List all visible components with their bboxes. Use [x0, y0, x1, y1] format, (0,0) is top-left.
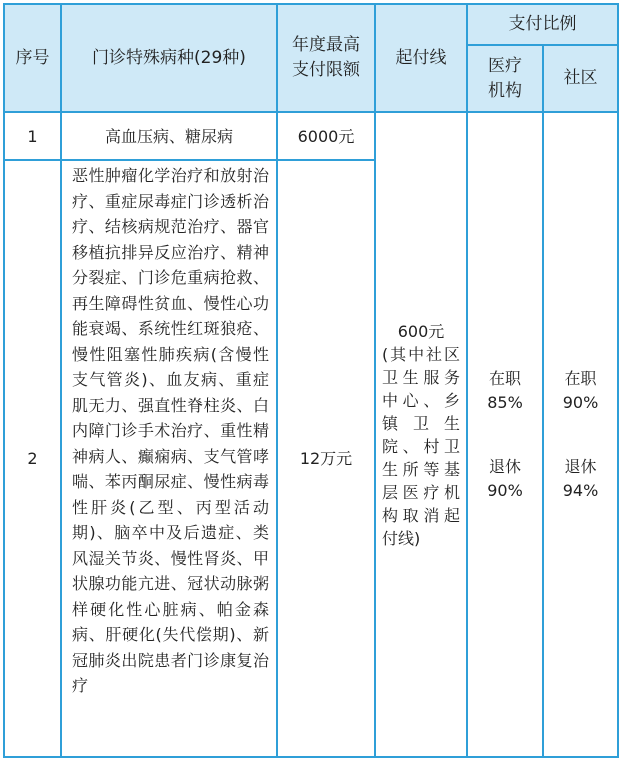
ratio-medical-employed: 在职 [488, 368, 521, 388]
threshold-amount: 600元 [397, 321, 445, 341]
header-ratio-community: 社区 [543, 45, 618, 112]
threshold-note: (其中社区卫生服务中心、乡镇卫生院、村卫生所等基层医疗机构取消起付线) [382, 344, 460, 548]
threshold-cell [375, 112, 467, 757]
row-disease: 高血压病、糖尿病 [61, 112, 277, 160]
ratio-community-employed-value: 90% [562, 392, 599, 412]
ratio-community-retired: 退休 [564, 456, 597, 476]
special-disease-table [3, 3, 619, 758]
ratio-community-retired-value: 94% [562, 480, 599, 500]
ratio-medical-retired: 退休 [488, 456, 521, 476]
header-ratio: 支付比例 [467, 4, 618, 45]
row-index: 2 [4, 160, 61, 757]
row-limit: 6000元 [277, 112, 375, 160]
ratio-medical-cell [467, 112, 543, 757]
ratio-community-employed: 在职 [564, 368, 597, 388]
ratio-medical-employed-value: 85% [487, 392, 523, 412]
row-disease-list: 恶性肿瘤化学治疗和放射治疗、重症尿毒症门诊透析治疗、结核病规范治疗、器官移植抗排异反应治疗、精神分裂症、门诊危重病抢救、再生障碍性贫血、慢性心功能衰竭、系统性红斑狼疮、慢性阻塞性肺疾病(含慢性支气管炎)、血友病、重症肌无力、强直性脊柱炎、白内障门诊手术治疗、重性精神病人、癫痫病、支气管哮喘、苯丙酮尿症、慢性病毒性肝炎(乙型、丙型活动期)、脑卒中及后遗症、类风湿关节炎、慢性肾炎、甲状腺功能亢进、冠状动脉粥样硬化性心脏病、帕金森病、肝硬化(失代偿期)、新冠肺炎出院患者门诊康复治疗 [61, 160, 277, 757]
row-index: 1 [4, 112, 61, 160]
header-ratio-medical: 医疗机构 [467, 45, 543, 112]
header-threshold: 起付线 [375, 4, 467, 112]
header-index: 序号 [4, 4, 61, 112]
ratio-community-cell [543, 112, 618, 757]
ratio-medical-retired-value: 90% [487, 480, 523, 500]
row-limit: 12万元 [277, 160, 375, 757]
header-disease: 门诊特殊病种(29种) [61, 4, 277, 112]
header-limit: 年度最高支付限额 [277, 4, 375, 112]
